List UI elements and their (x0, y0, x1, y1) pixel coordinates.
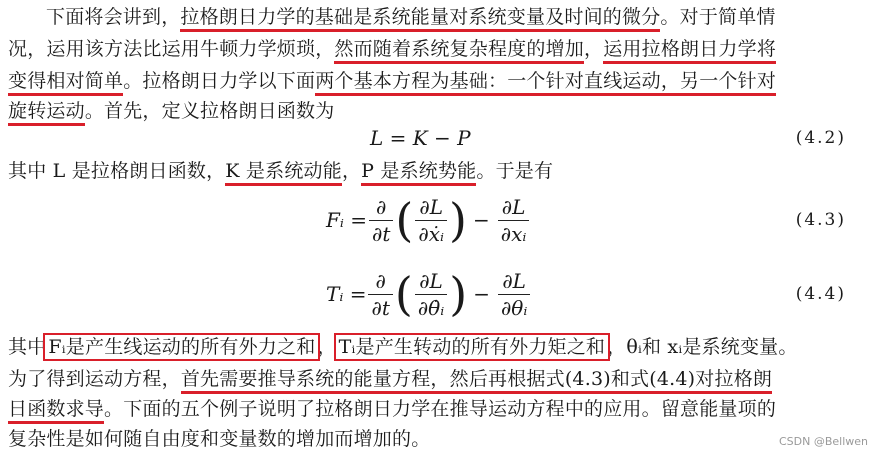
text-span: ， (584, 38, 604, 60)
paragraph2 (8, 156, 868, 186)
fraction-d-dt (368, 268, 392, 321)
text-span: ， (341, 160, 362, 182)
text-span: 其中 (8, 336, 47, 358)
underlined-phrase: 首先需要推导系统的能量方程，然后再根据式(4.3)和式(4.4)对拉格朗 (181, 368, 772, 394)
equation-number: (4.3) (795, 210, 846, 230)
underlined-phrase: 旋转运动 (8, 100, 85, 126)
paragraph1-line4 (8, 96, 868, 126)
equation-4-2 (0, 124, 880, 154)
underlined-phrase: 变得相对简单 (8, 70, 123, 96)
fraction-numerator: ∂L (415, 268, 447, 295)
text-span: 为了得到运动方程， (8, 368, 181, 390)
paragraph3-line2 (8, 364, 868, 394)
text-span: ， (317, 336, 337, 358)
right-paren: ) (449, 193, 467, 247)
fraction-denominator: ∂t (372, 221, 391, 246)
paragraph1-line1 (8, 2, 868, 32)
fraction-d-dt (369, 194, 393, 247)
text-span: 况，运用该方法比运用牛顿力学烦琐， (8, 38, 335, 60)
equation-number: (4.4) (795, 284, 846, 304)
underlined-phrase: 两个基本方程为基础：一个针对直线运动，另一个针对 (315, 70, 776, 96)
equation-number: (4.2) (795, 128, 846, 148)
text-span: 。拉格朗日力学以下面 (123, 70, 316, 92)
fraction-numerator: ∂L (498, 268, 530, 295)
text-span: 下面将会讲到， (46, 6, 181, 28)
fraction-partial-l (498, 194, 530, 247)
paragraph1-line3 (8, 66, 868, 96)
fraction-numerator: ∂ (369, 194, 393, 221)
minus-sign: − (472, 208, 490, 232)
equation-4-3 (0, 190, 880, 250)
paragraph3-line3 (8, 394, 868, 424)
fraction-numerator: ∂L (498, 194, 530, 221)
text-span: 。于是有 (476, 160, 554, 182)
fraction-inner (415, 194, 447, 247)
underlined-phrase: 然而随着系统复杂程度的增加 (334, 38, 584, 64)
underlined-phrase: P 是系统势能 (361, 160, 476, 186)
text-span: 。首先，定义拉格朗日函数为 (84, 100, 335, 122)
boxed-phrase: Fᵢ是产生线运动的所有外力之和 (48, 336, 316, 358)
watermark: CSDN @Bellwen (778, 435, 868, 448)
fraction-denominator: ∂ẋᵢ (418, 221, 445, 246)
equation-text: L = K − P (370, 126, 471, 150)
paragraph1-line2 (8, 34, 868, 64)
underlined-phrase: 日函数求导 (8, 398, 104, 424)
text-span: ，θᵢ和 xᵢ是系统变量。 (607, 336, 798, 358)
underlined-phrase: 运用拉格朗日力学将 (603, 38, 776, 64)
fraction-denominator: ∂t (371, 295, 390, 320)
equation-4-4 (0, 264, 880, 324)
boxed-phrase: Tᵢ是产生转动的所有外力矩之和 (338, 336, 606, 358)
underlined-phrase: 拉格朗日力学的基础是系统能量对系统变量及时间的微分 (180, 6, 660, 32)
paragraph3-line1 (8, 332, 868, 362)
fraction-denominator: ∂θᵢ (500, 295, 528, 320)
equation-lhs: Fᵢ = (326, 208, 368, 232)
left-paren: ( (395, 193, 414, 247)
text-span: 。对于简单情 (660, 6, 776, 28)
fraction-inner (415, 268, 447, 321)
fraction-numerator: ∂L (415, 194, 447, 221)
left-paren: ( (394, 267, 413, 321)
underlined-phrase: K 是系统动能 (225, 160, 342, 186)
fraction-denominator: ∂xᵢ (500, 221, 527, 246)
text-span: 。下面的五个例子说明了拉格朗日力学在推导运动方程中的应用。留意能量项的 (104, 398, 777, 420)
text-span: 其中 L 是拉格朗日函数， (8, 160, 226, 182)
equation-lhs: Tᵢ = (326, 282, 367, 306)
fraction-numerator: ∂ (368, 268, 392, 295)
paragraph3-line4 (8, 424, 868, 454)
fraction-denominator: ∂θ̇ᵢ (417, 295, 445, 320)
text-span: 复杂性是如何随自由度和变量数的增加而增加的。 (8, 428, 431, 450)
fraction-partial-l (498, 268, 530, 321)
right-paren: ) (449, 267, 468, 321)
minus-sign: − (473, 282, 490, 306)
